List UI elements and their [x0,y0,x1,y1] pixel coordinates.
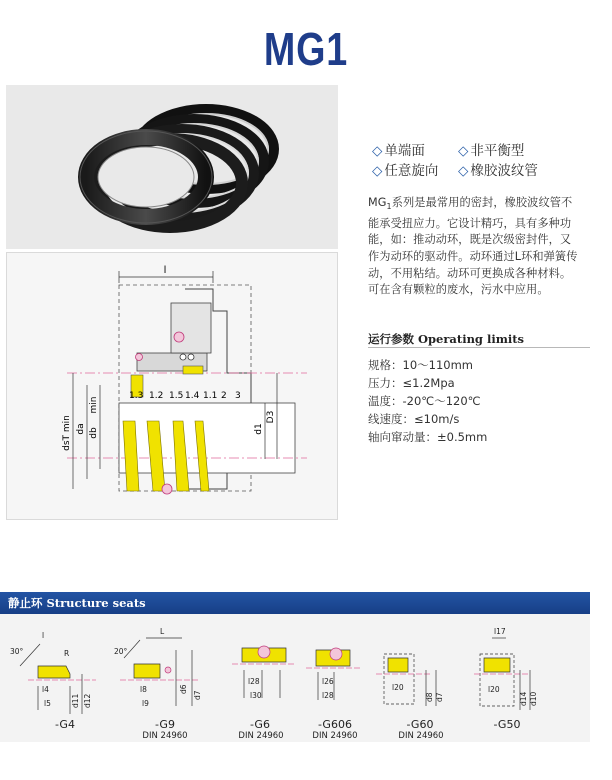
g9-mark-d7: d7 [193,690,202,700]
page-title: MG1 [263,23,349,75]
feature-rubber-bellows [458,159,538,179]
description-subscript: 1 [386,202,392,212]
dim-da: da [76,423,86,435]
operating-limits-title: 运行参数 Operating limits [368,332,525,346]
seat-g606-drawing [306,648,362,700]
dim-min: min [89,396,99,414]
seat-g606-label: -G606 [318,718,352,731]
diamond-icon: ◇ [458,143,469,159]
g50-mark-d10: d10 [529,691,538,706]
dim-d1: d1 [254,423,264,435]
diamond-icon: ◇ [372,163,383,179]
param-axial-play: 轴向窜动量：±0.5mm [368,430,488,444]
g606-mark-l26: l26 [322,677,334,686]
seat-g9-standard: DIN 24960 [142,731,188,741]
seat-g60-standard: DIN 24960 [398,731,444,741]
g9-angle: 20° [114,647,128,656]
feature-any-rotation [372,159,438,179]
top-dimension-label: l [163,265,167,276]
dim-dst-min: dsT min [62,415,72,451]
seat-g6-drawing [232,646,296,698]
description-text: 系列是最常用的密封，橡胶波纹管不能承受扭应力。它设计精巧，具有多种功能，如：推动动环，既是次级密封件，又作为动环的驱动件。动环通过L环和弹簧传动，不用粘结。动环可更换成各种材料。可在含有颗粒的废水，污水中应用。 [368,196,578,297]
part-label-1-1: 1.1 [203,391,218,401]
part-label-1-4: 1.4 [185,391,200,401]
g4-mark-r: R [64,649,70,658]
feature-unbalanced [458,139,524,159]
seat-g6-label: -G6 [250,718,270,731]
seat-g4-label: -G4 [55,718,75,731]
feature-label: 非平衡型 [470,143,525,159]
g4-angle: 30° [10,647,24,656]
seat-g6-standard: DIN 24960 [238,731,284,741]
g9-mark-l8: l8 [140,685,147,694]
seat-g606-standard: DIN 24960 [312,731,358,741]
g6-mark-l28: l28 [248,677,260,686]
seat-g60-label: -G60 [406,718,434,731]
feature-single-face [372,139,425,159]
param-size: 规格：10～110mm [368,358,473,372]
g50-mark-d14: d14 [519,691,528,706]
g60-mark-l20: l20 [392,683,404,692]
diamond-icon: ◇ [458,163,469,179]
part-label-3: 3 [235,391,241,401]
g4-mark-d12: d12 [83,693,92,708]
seal-photo-graphic [6,85,338,249]
diamond-icon: ◇ [372,143,383,159]
param-speed: 线速度：≤10m/s [368,412,460,426]
g9-mark-l: L [160,627,165,636]
g9-mark-d6: d6 [179,684,188,694]
g4-mark-l: l [42,631,45,640]
seal-cross-section-drawing [6,252,338,520]
g50-mark-l17: l17 [494,627,506,636]
g4-mark-l5: l5 [44,699,51,708]
g4-mark-d11: d11 [71,693,80,708]
seat-g9-drawing [120,638,200,706]
g9-mark-l9: l9 [142,699,149,708]
divider [368,347,590,348]
feature-label: 单端面 [384,143,425,159]
cross-section-graphic [7,253,339,521]
g606-mark-l28: l28 [322,691,334,700]
seat-g9-label: -G9 [155,718,175,731]
part-label-2: 2 [221,391,227,401]
feature-label: 橡胶波纹管 [470,163,538,179]
product-photo [6,85,338,249]
dim-d3: D3 [266,410,276,424]
param-temperature: 温度：-20℃～120℃ [368,394,481,408]
g4-mark-l4: l4 [42,685,49,694]
part-label-1-2: 1.2 [149,391,164,401]
dim-db: db [89,427,99,439]
part-label-1-3: 1.3 [129,391,144,401]
g6-mark-l30: l30 [250,691,262,700]
feature-label: 任意旋向 [384,163,439,179]
g50-mark-l20: l20 [488,685,500,694]
g60-mark-d8: d8 [425,692,434,702]
part-label-1-5: 1.5 [169,391,184,401]
g60-mark-d7: d7 [435,692,444,702]
param-pressure: 压力：≤1.2Mpa [368,376,455,390]
structure-seats-title: 静止环 Structure seats [8,596,146,610]
product-description [368,195,580,299]
seat-g50-label: -G50 [493,718,521,731]
description-prefix: MG [368,196,387,209]
